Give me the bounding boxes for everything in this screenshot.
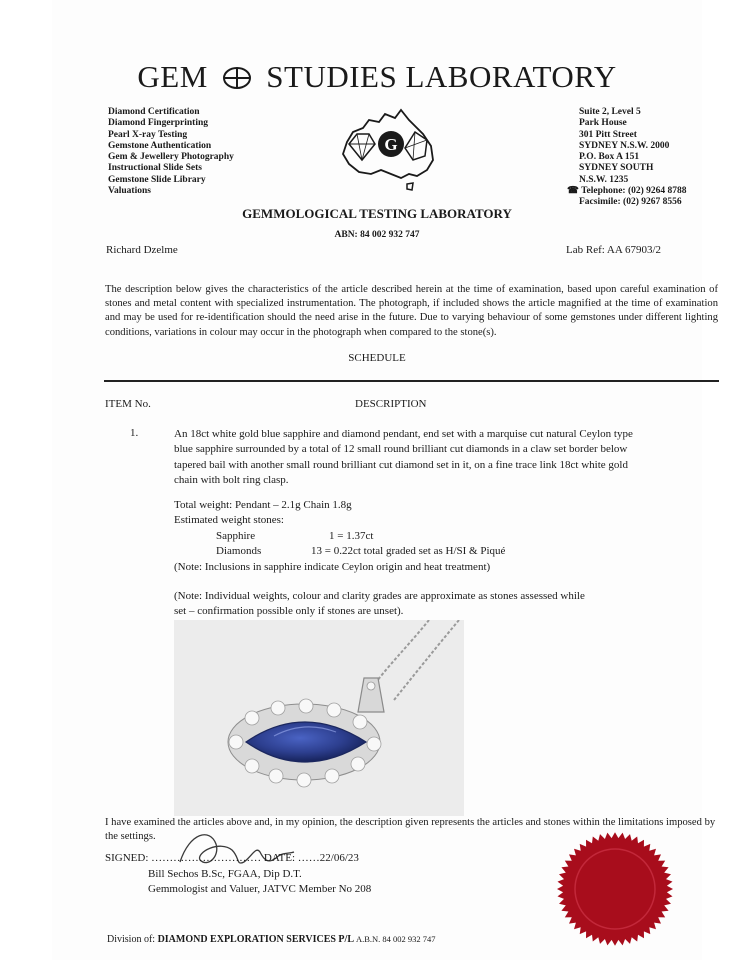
abn-number: ABN: 84 002 932 747 (334, 230, 420, 240)
address-line: Suite 2, Level 5 (579, 107, 641, 117)
svg-text:G: G (384, 135, 398, 154)
red-seal-stamp (544, 828, 686, 955)
services-list (108, 107, 234, 197)
divider (104, 380, 719, 382)
gem-cross-icon (222, 62, 252, 98)
stone-value: 13 = 0.22ct total graded set as H/SI & Piqué (311, 545, 506, 557)
stone-name: Diamonds (216, 545, 262, 557)
address-line: P.O. Box A 151 (579, 152, 640, 163)
signer-name: Bill Sechos B.Sc, FGAA, Dip D.T. (148, 868, 302, 880)
service-item: Valuations (108, 186, 151, 197)
address-line: SYDNEY N.S.W. 2000 (579, 140, 670, 151)
description-column-header: DESCRIPTION (355, 398, 427, 410)
address-block (567, 107, 687, 209)
fax-line: Facsimile: (02) 9267 8556 (579, 197, 682, 208)
inclusion-note: (Note: Inclusions in sapphire indicate Ceylon origin and heat treatment) (174, 561, 491, 573)
address-line: Park House (579, 118, 627, 129)
total-weight: Total weight: Pendant – 2.1g Chain 1.8g (174, 499, 352, 511)
laboratory-subtitle: GEMMOLOGICAL TESTING LABORATORY (242, 206, 512, 221)
item-description: An 18ct white gold blue sapphire and diamond pendant, end set with a marquise cut natural Ceylon type blue sapphire surrounded by a total of 12 small round brilliant cut diamonds in a claw set border below tapered bail with another small round brilliant cut diamond set in it, on a fine trace link 18ct white gold chain with bolt ring clasp. (174, 428, 633, 486)
stone-name: Sapphire (216, 530, 256, 542)
schedule-heading: SCHEDULE (348, 352, 406, 364)
division-name: DIAMOND EXPLORATION SERVICES P/L (157, 934, 354, 945)
service-item: Pearl X-ray Testing (108, 129, 188, 140)
address-line: N.S.W. 1235 (579, 174, 629, 185)
lab-reference: Lab Ref: AA 67903/2 (566, 244, 662, 256)
item-column-header: ITEM No. (105, 398, 151, 410)
service-item: Gemstone Slide Library (108, 174, 206, 185)
division-footer (107, 934, 436, 945)
stone-value: 1 = 1.37ct (329, 530, 374, 542)
item-number: 1. (130, 427, 139, 439)
service-item: Diamond Fingerprinting (108, 118, 209, 129)
division-prefix: Division of: (107, 934, 156, 945)
service-item: Gem & Jewellery Photography (108, 152, 234, 163)
telephone-line: ☎ Telephone: (02) 9264 8788 (567, 186, 687, 197)
service-item: Instructional Slide Sets (108, 163, 202, 174)
signer-role: Gemmologist and Valuer, JATVC Member No 208 (148, 883, 372, 895)
certificate-page (52, 0, 718, 960)
pendant-photograph (174, 620, 464, 816)
lab-title-right: STUDIES LABORATORY (266, 59, 617, 94)
australia-map-logo (335, 104, 445, 199)
address-line: SYDNEY SOUTH (579, 163, 654, 174)
phone-icon: ☎ (567, 186, 579, 197)
client-name: Richard Dzelme (106, 244, 178, 256)
division-abn: A.B.N. 84 002 932 747 (355, 934, 436, 944)
lab-title-left: GEM (137, 59, 208, 94)
service-item: Diamond Certification (108, 107, 200, 117)
signed-date-line: SIGNED: ………………………… DATE: ……22/06/23 (105, 852, 359, 864)
diamond-icon (349, 134, 375, 160)
service-item: Gemstone Authentication (108, 140, 212, 151)
address-line: 301 Pitt Street (579, 129, 637, 140)
examination-statement: I have examined the articles above and, in my opinion, the description given represents the articles and stones within the limitations imposed by the settings. (105, 817, 716, 843)
estimated-weight-label: Estimated weight stones: (174, 514, 284, 526)
description-paragraph: The description below gives the characteristics of the article described herein at the time of examination, based upon careful examination of stones and metal content with specialized instrumentation. The photograph, if included shows the article magnified at the time of examination and may be used for re-identification should the need arise in the future. Due to varying behaviour of some gemstones under different lighting conditions, variations in colour may occur in the photograph when compared to the stone(s). (105, 284, 718, 338)
approximation-note: (Note: Individual weights, colour and clarity grades are approximate as stones assessed while set – confirmation possible only if stones are unset). (174, 590, 585, 618)
lab-title (52, 59, 702, 98)
